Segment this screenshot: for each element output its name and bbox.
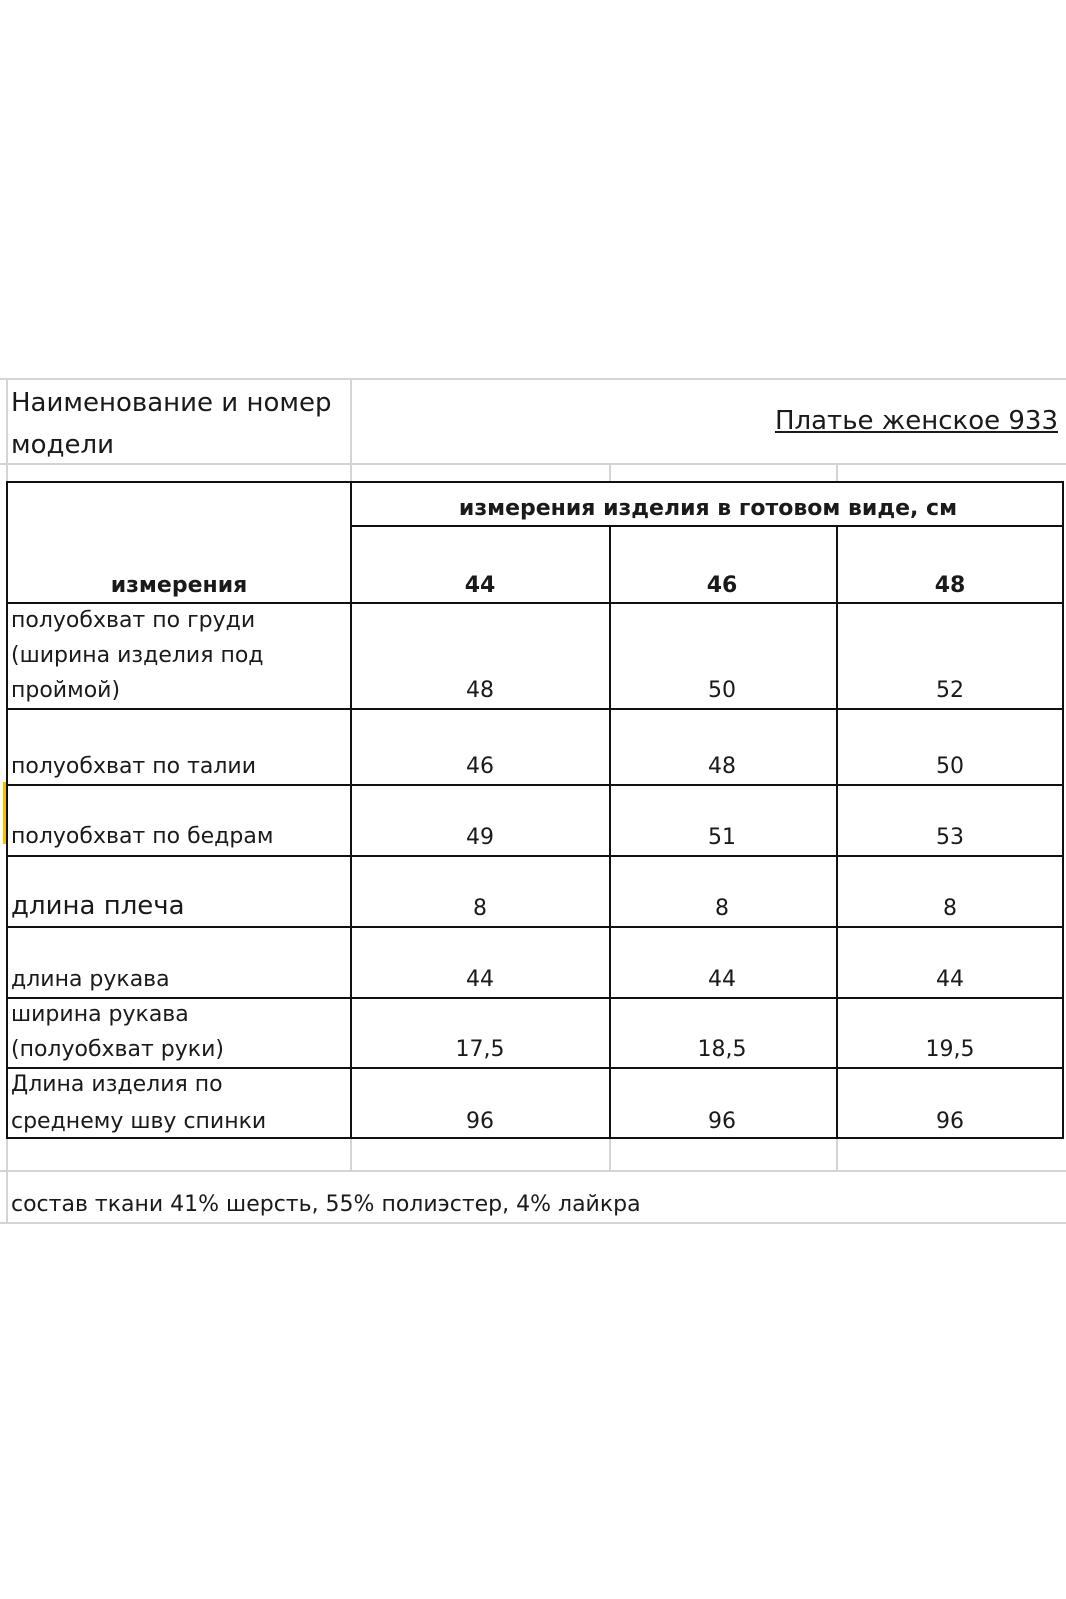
table-border: [6, 481, 1064, 483]
value-cell: 49: [466, 825, 494, 850]
value-cell: 18,5: [697, 1037, 747, 1062]
value-cell: 19,5: [925, 1037, 975, 1062]
gridline: [836, 1138, 838, 1170]
table-border: [1062, 481, 1064, 1139]
table-border: [6, 784, 1064, 786]
value-cell: 96: [936, 1109, 964, 1134]
value-cell: 51: [708, 825, 736, 850]
gridline: [350, 378, 352, 481]
size-header-48: 48: [934, 573, 966, 598]
value-cell: 52: [936, 678, 964, 703]
value-cell: 44: [936, 967, 964, 992]
gridline: [609, 463, 611, 481]
row-label-garment-length: среднему шву спинки: [11, 1109, 267, 1134]
gridline: [0, 1170, 1066, 1172]
value-cell: 44: [708, 967, 736, 992]
value-cell: 50: [708, 678, 736, 703]
value-cell: 48: [466, 678, 494, 703]
param-column-header: измерения: [110, 573, 248, 598]
row-label-sleeve-width: ширина рукава: [11, 1002, 189, 1027]
value-cell: 8: [943, 896, 957, 921]
model-name-label: модели: [11, 430, 115, 460]
value-cell: 17,5: [455, 1037, 505, 1062]
row-label-waist: полуобхват по талии: [11, 754, 257, 779]
table-border: [6, 926, 1064, 928]
row-label-sleeve-length: длина рукава: [11, 967, 170, 992]
row-label-hips: полуобхват по бедрам: [11, 824, 274, 849]
table-border: [6, 855, 1064, 857]
row-label-chest: полуобхват по груди: [11, 608, 256, 633]
value-cell: 46: [466, 754, 494, 779]
row-label-shoulder: длина плеча: [11, 891, 185, 921]
model-name-label: Наименование и номер: [11, 388, 332, 418]
value-cell: 96: [708, 1109, 736, 1134]
gridline: [609, 1138, 611, 1170]
gridline: [350, 1138, 352, 1170]
size-header-44: 44: [464, 573, 496, 598]
row-label-sleeve-width: (полуобхват руки): [11, 1037, 224, 1062]
value-cell: 48: [708, 754, 736, 779]
group-header: измерения изделия в готовом виде, см: [458, 496, 958, 521]
row-label-garment-length: Длина изделия по: [11, 1072, 223, 1097]
gridline: [0, 1222, 1066, 1224]
value-cell: 53: [936, 825, 964, 850]
size-header-46: 46: [706, 573, 738, 598]
table-border: [609, 525, 611, 1139]
row-label-chest: (ширина изделия под: [11, 643, 264, 668]
gridline: [0, 378, 1066, 380]
value-cell: 44: [466, 967, 494, 992]
model-name-value: Платье женское 933: [774, 406, 1058, 436]
table-border: [836, 525, 838, 1139]
fabric-composition: состав ткани 41% шерсть, 55% полиэстер, 4% лайкра: [11, 1192, 641, 1217]
value-cell: 8: [715, 896, 729, 921]
value-cell: 50: [936, 754, 964, 779]
value-cell: 8: [473, 896, 487, 921]
gridline: [0, 463, 1066, 465]
row-label-chest: проймой): [11, 678, 121, 703]
value-cell: 96: [466, 1109, 494, 1134]
gridline: [836, 463, 838, 481]
table-border: [350, 481, 352, 1139]
table-border: [6, 708, 1064, 710]
